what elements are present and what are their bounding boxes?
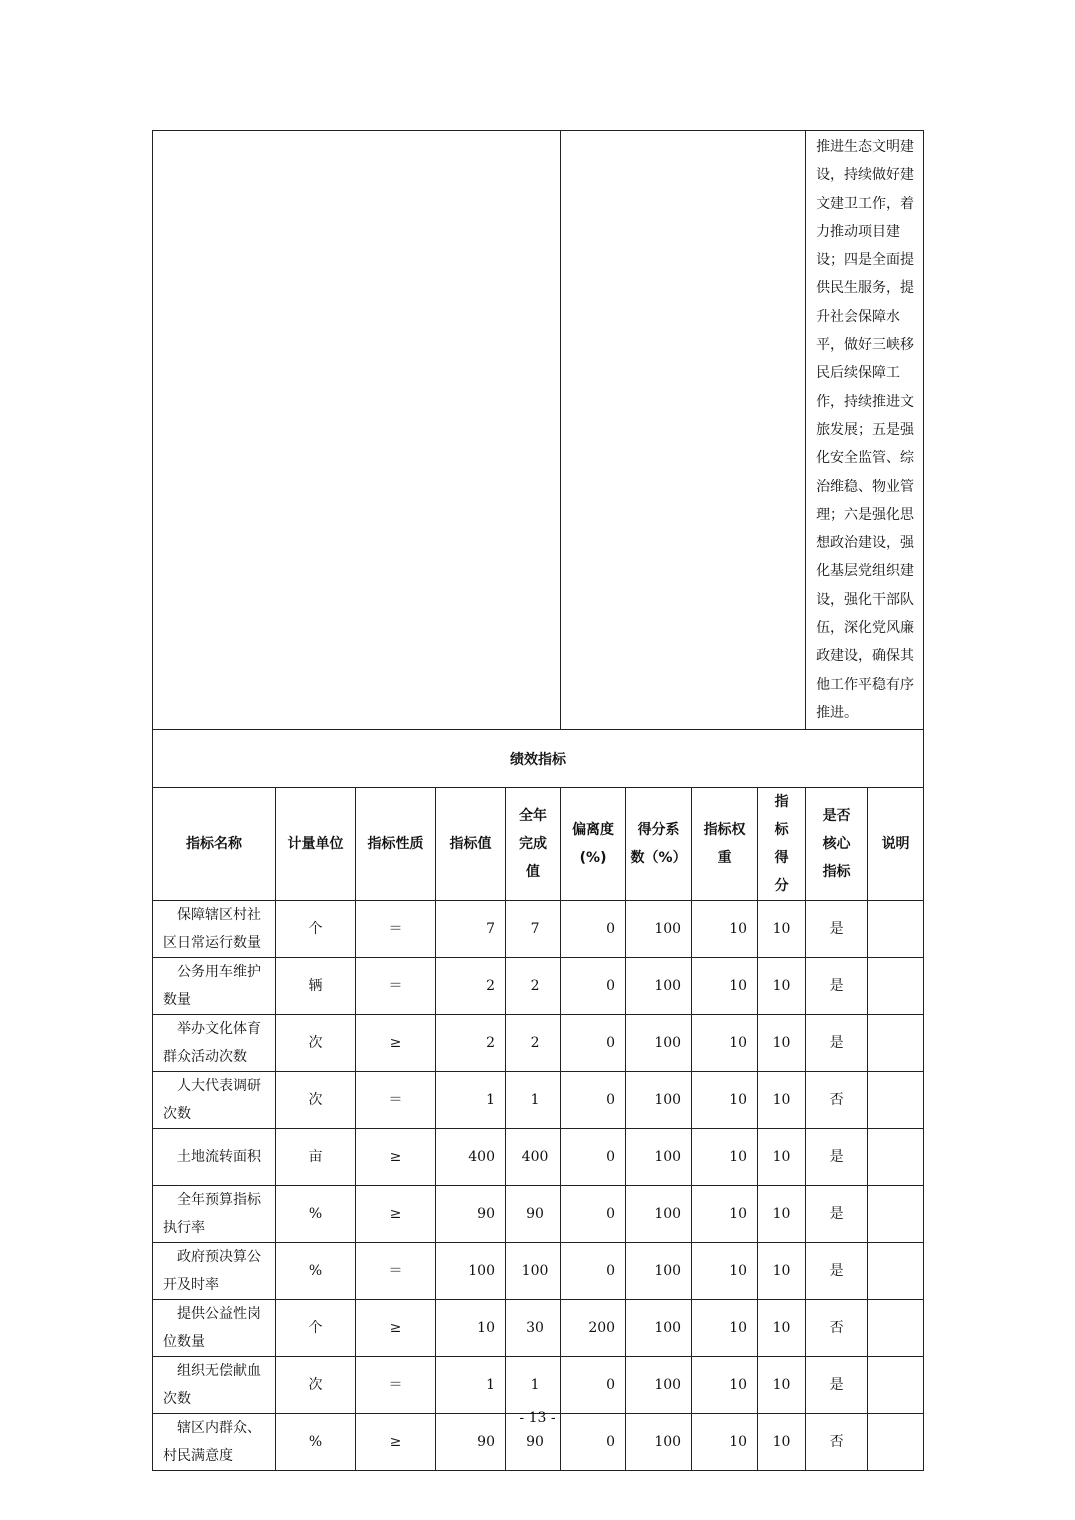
- note-cell: [868, 1186, 924, 1243]
- unit-cell: 个: [276, 1300, 356, 1357]
- indicator-name: 人大代表调研次数: [153, 1072, 276, 1129]
- completion-cell: 30: [506, 1300, 561, 1357]
- value-cell: 2: [436, 958, 506, 1015]
- note-cell: [868, 1129, 924, 1186]
- nature-cell: ＝: [356, 958, 436, 1015]
- unit-cell: 亩: [276, 1129, 356, 1186]
- table-row: [153, 1300, 924, 1357]
- weight-cell: 10: [692, 958, 758, 1015]
- weight-cell: 10: [692, 1129, 758, 1186]
- weight-cell: 10: [692, 1186, 758, 1243]
- indicator-name: 土地流转面积: [153, 1129, 276, 1186]
- table-row: [153, 958, 924, 1015]
- nature-cell: ≥: [356, 1129, 436, 1186]
- coef-cell: 100: [626, 1357, 692, 1414]
- completion-cell: 2: [506, 958, 561, 1015]
- note-cell: [868, 958, 924, 1015]
- core-cell: 是: [806, 1015, 868, 1072]
- coef-cell: 100: [626, 958, 692, 1015]
- deviation-cell: 0: [561, 1357, 626, 1414]
- core-cell: 否: [806, 1072, 868, 1129]
- coef-cell: 100: [626, 1072, 692, 1129]
- value-cell: 400: [436, 1129, 506, 1186]
- table-row: [153, 1243, 924, 1300]
- weight-cell: 10: [692, 901, 758, 958]
- blank-cell-middle: [561, 131, 806, 730]
- note-cell: [868, 1072, 924, 1129]
- blank-cell-left: [153, 131, 561, 730]
- nature-cell: ＝: [356, 1072, 436, 1129]
- note-cell: [868, 1357, 924, 1414]
- score-cell: 10: [758, 1129, 806, 1186]
- completion-cell: 90: [506, 1186, 561, 1243]
- value-cell: 10: [436, 1300, 506, 1357]
- coef-cell: 100: [626, 1015, 692, 1072]
- narrative-row: [153, 131, 924, 730]
- score-cell: 10: [758, 1357, 806, 1414]
- narrative-text: 推进生态文明建设，持续做好建文建卫工作，着力推动项目建设；四是全面提供民生服务，提升社会保障水平，做好三峡移民后续保障工作，持续推进文旅发展；五是强化安全监管、综治维稳、物业管理；六是强化思想政治建设，强化基层党组织建设，强化干部队伍，深化党风廉政建设，确保其他工作平稳有序推进。: [806, 131, 924, 730]
- note-cell: [868, 901, 924, 958]
- note-cell: [868, 1300, 924, 1357]
- weight-cell: 10: [692, 1243, 758, 1300]
- core-cell: 否: [806, 1300, 868, 1357]
- performance-table: [152, 130, 924, 1471]
- score-cell: 10: [758, 1300, 806, 1357]
- nature-cell: ≥: [356, 1186, 436, 1243]
- unit-cell: 个: [276, 901, 356, 958]
- deviation-cell: 0: [561, 1186, 626, 1243]
- weight-cell: 10: [692, 1072, 758, 1129]
- completion-cell: 2: [506, 1015, 561, 1072]
- core-cell: 是: [806, 958, 868, 1015]
- unit-cell: %: [276, 1414, 356, 1471]
- core-cell: 是: [806, 901, 868, 958]
- indicator-name: 保障辖区村社区日常运行数量: [153, 901, 276, 958]
- indicator-name: 组织无偿献血次数: [153, 1357, 276, 1414]
- value-cell: 7: [436, 901, 506, 958]
- header-unit: 计量单位: [276, 788, 356, 901]
- indicator-name: 全年预算指标执行率: [153, 1186, 276, 1243]
- value-cell: 1: [436, 1072, 506, 1129]
- header-score: 指 标 得 分: [758, 788, 806, 901]
- completion-cell: 90: [506, 1414, 561, 1471]
- completion-cell: 400: [506, 1129, 561, 1186]
- unit-cell: 次: [276, 1357, 356, 1414]
- unit-cell: 次: [276, 1015, 356, 1072]
- nature-cell: ≥: [356, 1300, 436, 1357]
- coef-cell: 100: [626, 1414, 692, 1471]
- value-cell: 100: [436, 1243, 506, 1300]
- deviation-cell: 0: [561, 1414, 626, 1471]
- nature-cell: ≥: [356, 1015, 436, 1072]
- core-cell: 是: [806, 1129, 868, 1186]
- deviation-cell: 0: [561, 1243, 626, 1300]
- header-deviation: 偏离度 (%): [561, 788, 626, 901]
- core-cell: 是: [806, 1357, 868, 1414]
- table-row: [153, 1357, 924, 1414]
- core-cell: 是: [806, 1186, 868, 1243]
- value-cell: 90: [436, 1414, 506, 1471]
- value-cell: 1: [436, 1357, 506, 1414]
- weight-cell: 10: [692, 1414, 758, 1471]
- coef-cell: 100: [626, 1243, 692, 1300]
- header-value: 指标值: [436, 788, 506, 901]
- indicator-name: 举办文化体育群众活动次数: [153, 1015, 276, 1072]
- deviation-cell: 0: [561, 1015, 626, 1072]
- coef-cell: 100: [626, 1186, 692, 1243]
- page-number: - 13 -: [519, 1410, 556, 1426]
- score-cell: 10: [758, 1186, 806, 1243]
- indicator-name: 政府预决算公开及时率: [153, 1243, 276, 1300]
- table-row: [153, 1072, 924, 1129]
- weight-cell: 10: [692, 1357, 758, 1414]
- section-title: 绩效指标: [153, 730, 924, 788]
- score-cell: 10: [758, 1015, 806, 1072]
- nature-cell: ＝: [356, 1357, 436, 1414]
- deviation-cell: 200: [561, 1300, 626, 1357]
- completion-cell: 7: [506, 901, 561, 958]
- unit-cell: %: [276, 1186, 356, 1243]
- coef-cell: 100: [626, 901, 692, 958]
- deviation-cell: 0: [561, 1072, 626, 1129]
- weight-cell: 10: [692, 1300, 758, 1357]
- header-core: 是否 核心 指标: [806, 788, 868, 901]
- completion-cell: 100: [506, 1243, 561, 1300]
- value-cell: 90: [436, 1186, 506, 1243]
- table-row: [153, 1015, 924, 1072]
- header-coef: 得分系 数（%）: [626, 788, 692, 901]
- score-cell: 10: [758, 1243, 806, 1300]
- score-cell: 10: [758, 901, 806, 958]
- nature-cell: ≥: [356, 1414, 436, 1471]
- deviation-cell: 0: [561, 958, 626, 1015]
- core-cell: 是: [806, 1243, 868, 1300]
- note-cell: [868, 1015, 924, 1072]
- value-cell: 2: [436, 1015, 506, 1072]
- nature-cell: ＝: [356, 1243, 436, 1300]
- table-row: [153, 1186, 924, 1243]
- header-note: 说明: [868, 788, 924, 901]
- coef-cell: 100: [626, 1300, 692, 1357]
- indicator-name: 辖区内群众、村民满意度: [153, 1414, 276, 1471]
- header-nature: 指标性质: [356, 788, 436, 901]
- nature-cell: ＝: [356, 901, 436, 958]
- indicator-name: 公务用车维护数量: [153, 958, 276, 1015]
- unit-cell: 次: [276, 1072, 356, 1129]
- header-completion: 全年 完成 值: [506, 788, 561, 901]
- section-title-row: [153, 730, 924, 788]
- table-row: [153, 1129, 924, 1186]
- weight-cell: 10: [692, 1015, 758, 1072]
- header-weight: 指标权 重: [692, 788, 758, 901]
- deviation-cell: 0: [561, 1129, 626, 1186]
- score-cell: 10: [758, 1072, 806, 1129]
- table-row: [153, 901, 924, 958]
- score-cell: 10: [758, 958, 806, 1015]
- core-cell: 否: [806, 1414, 868, 1471]
- indicator-name: 提供公益性岗位数量: [153, 1300, 276, 1357]
- header-name: 指标名称: [153, 788, 276, 901]
- unit-cell: 辆: [276, 958, 356, 1015]
- deviation-cell: 0: [561, 901, 626, 958]
- unit-cell: %: [276, 1243, 356, 1300]
- completion-cell: 1: [506, 1357, 561, 1414]
- header-row: [153, 788, 924, 901]
- coef-cell: 100: [626, 1129, 692, 1186]
- completion-cell: 1: [506, 1072, 561, 1129]
- score-cell: 10: [758, 1414, 806, 1471]
- note-cell: [868, 1243, 924, 1300]
